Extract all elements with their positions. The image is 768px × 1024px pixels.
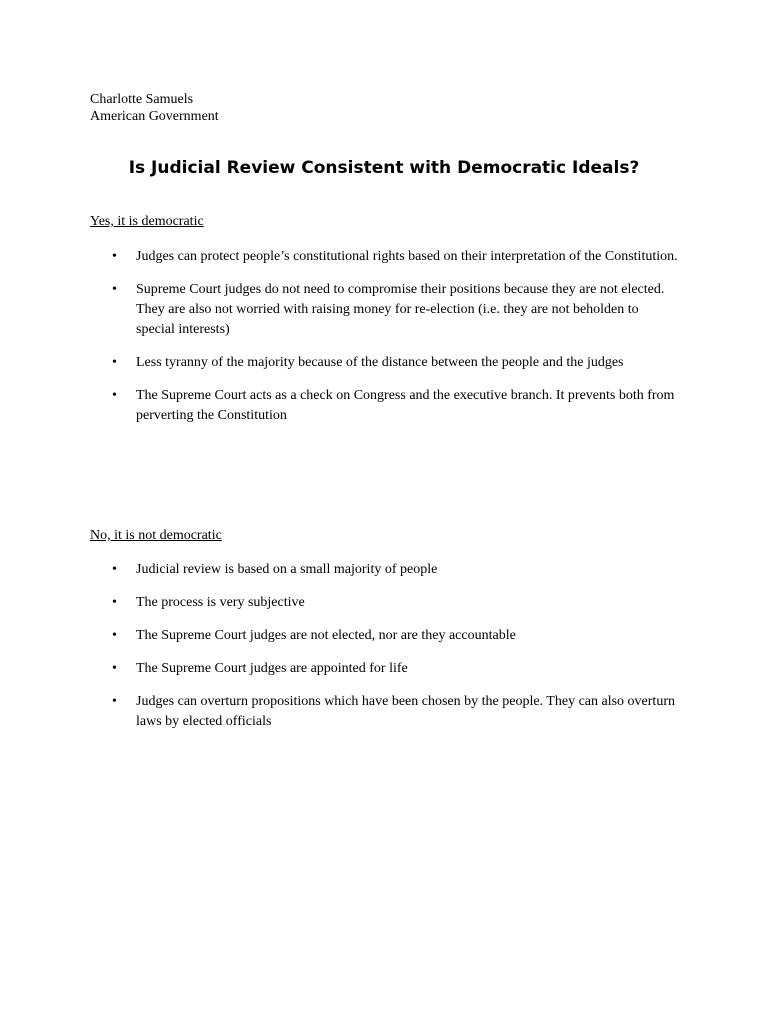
bullet-list-no: [90, 560, 680, 745]
bullet-icon: •: [112, 562, 117, 577]
bullet-icon: •: [112, 282, 117, 297]
list-item-text: The Supreme Court judges are appointed for life: [136, 661, 408, 676]
list-item-text: Judicial review is based on a small majority of people: [136, 562, 438, 577]
list-item-text: The Supreme Court acts as a check on Congress and the executive branch. It prevents both from perverting the Constitution: [136, 388, 675, 423]
document-title: Is Judicial Review Consistent with Democratic Ideals?: [128, 158, 640, 178]
list-item: [90, 626, 680, 646]
section-heading-yes: Yes, it is democratic: [90, 214, 204, 229]
list-item-text: The process is very subjective: [136, 595, 305, 610]
list-item: [90, 247, 680, 267]
list-item: [90, 280, 680, 340]
list-item: [90, 386, 680, 426]
list-item: [90, 593, 680, 613]
bullet-icon: •: [112, 661, 117, 676]
list-item-text: Judges can overturn propositions which have been chosen by the people. They can also overturn laws by elected officials: [136, 694, 675, 729]
bullet-icon: •: [112, 628, 117, 643]
list-item: [90, 353, 680, 373]
bullet-list-yes: [90, 247, 680, 439]
list-item-text: Supreme Court judges do not need to compromise their positions because they are not elected. They are also not worried with raising money for re-election (i.e. they are not beholden to special interests): [136, 282, 665, 337]
author-block: [90, 91, 219, 125]
bullet-icon: •: [112, 595, 117, 610]
bullet-icon: •: [112, 249, 117, 264]
list-item: [90, 560, 680, 580]
bullet-icon: •: [112, 388, 117, 403]
list-item-text: Judges can protect people’s constitutional rights based on their interpretation of the Constitution.: [136, 249, 678, 264]
section-heading-no: No, it is not democratic: [90, 528, 222, 543]
course-name: American Government: [90, 109, 219, 124]
bullet-icon: •: [112, 355, 117, 370]
list-item-text: Less tyranny of the majority because of the distance between the people and the judges: [136, 355, 624, 370]
list-item: [90, 659, 680, 679]
author-name: Charlotte Samuels: [90, 92, 194, 107]
list-item: [90, 692, 680, 732]
bullet-icon: •: [112, 694, 117, 709]
list-item-text: The Supreme Court judges are not elected, nor are they accountable: [136, 628, 516, 643]
